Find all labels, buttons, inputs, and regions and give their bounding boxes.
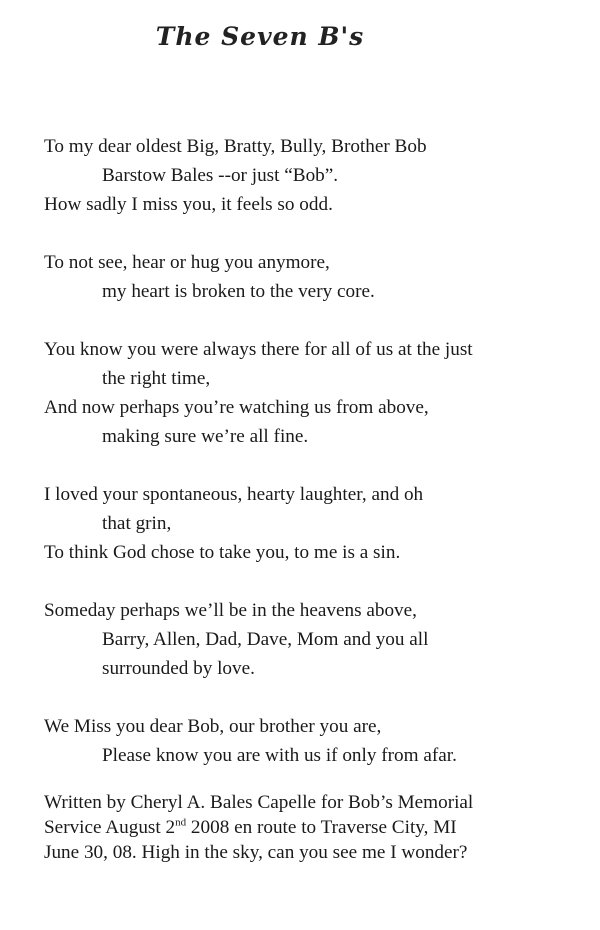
poem-line: We Miss you dear Bob, our brother you are, <box>44 716 382 737</box>
poem-line: that grin, <box>102 513 172 534</box>
poem-line: To not see, hear or hug you anymore, <box>44 252 330 273</box>
stanza <box>44 132 584 219</box>
author-note <box>44 790 584 865</box>
author-note-line-3: June 30, 08. High in the sky, can you see me I wonder? <box>44 842 468 863</box>
stanza <box>44 596 584 683</box>
poem-line: To my dear oldest Big, Bratty, Bully, Brother Bob <box>44 136 427 157</box>
poem-title: The Seven B's <box>155 22 365 51</box>
poem-line: making sure we’re all fine. <box>102 426 309 447</box>
poem-line: You know you were always there for all of us at the just <box>44 339 473 360</box>
author-note-service-date-rest: 2008 en route to Traverse City, MI <box>186 817 457 838</box>
stanza <box>44 248 584 306</box>
poem-line: Barstow Bales --or just “Bob”. <box>102 165 339 186</box>
author-note-service-date-prefix: Service August 2 <box>44 817 176 838</box>
stanza <box>44 335 584 451</box>
poem-line: To think God chose to take you, to me is a sin. <box>44 542 401 563</box>
stanza <box>44 712 584 770</box>
poem-line: How sadly I miss you, it feels so odd. <box>44 194 333 215</box>
poem-line: Barry, Allen, Dad, Dave, Mom and you all <box>102 629 429 650</box>
poem-line: And now perhaps you’re watching us from above, <box>44 397 429 418</box>
poem-line: Someday perhaps we’ll be in the heavens above, <box>44 600 417 621</box>
poem-line: Please know you are with us if only from afar. <box>102 745 457 766</box>
poem-line: my heart is broken to the very core. <box>102 281 375 302</box>
stanza <box>44 480 584 567</box>
ordinal-suffix: nd <box>175 816 187 829</box>
author-note-line-2 <box>44 815 584 840</box>
poem-line: I loved your spontaneous, hearty laughter, and oh <box>44 484 424 505</box>
poem-line: the right time, <box>102 368 211 389</box>
poem-body <box>44 132 584 799</box>
author-note-line-1: Written by Cheryl A. Bales Capelle for Bob’s Memorial <box>44 792 474 813</box>
poem-line: surrounded by love. <box>102 658 255 679</box>
